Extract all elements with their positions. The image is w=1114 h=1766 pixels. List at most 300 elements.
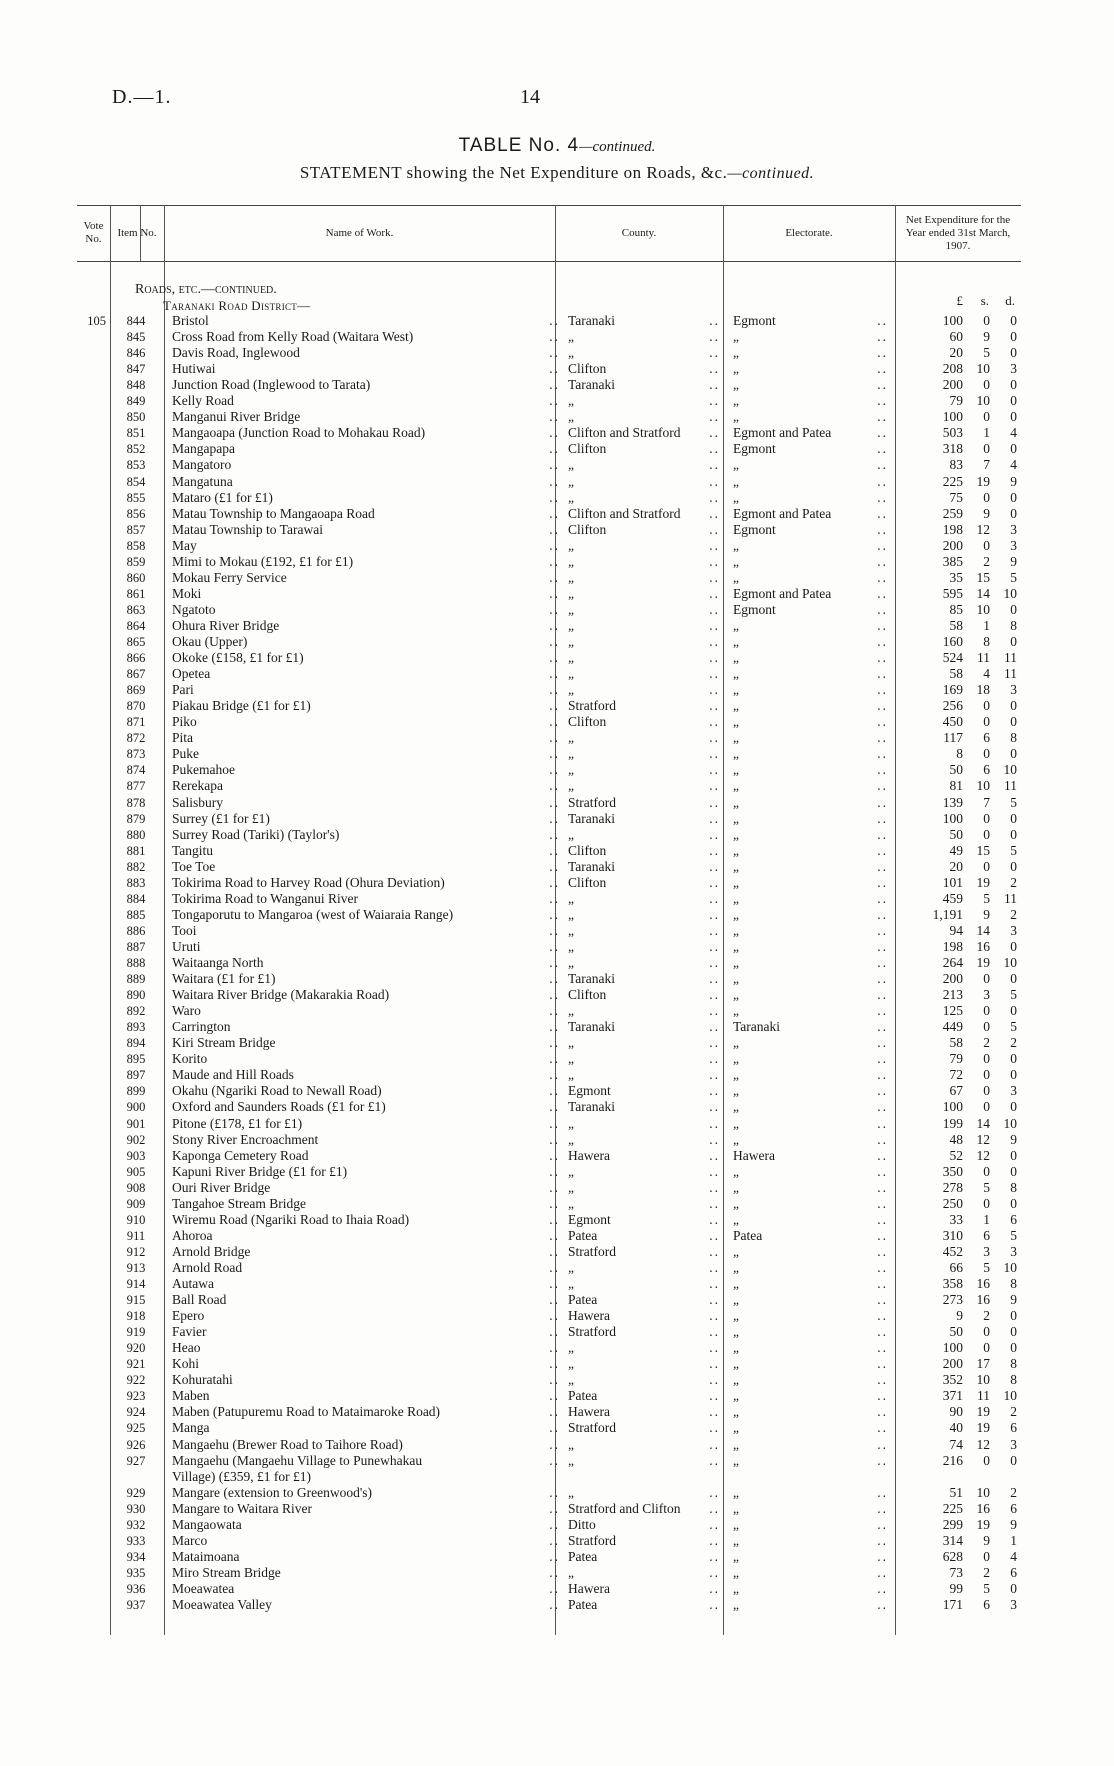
table-title (0, 135, 1114, 157)
expenditure-pounds: 79 (949, 393, 963, 409)
electorate-text: „ (733, 746, 739, 762)
leader-dots: .. (877, 1163, 888, 1179)
electorate-text: „ (733, 617, 739, 633)
electorate-text: „ (733, 569, 739, 585)
work-name-text: Pari (172, 682, 194, 698)
county-text: Hawera (568, 1404, 610, 1420)
work-name (172, 730, 560, 746)
expenditure-pence: 1 (1010, 1532, 1017, 1548)
electorate (733, 457, 888, 473)
leader-dots: .. (877, 409, 888, 425)
work-name-text: Waitaanga North (172, 955, 264, 970)
leader-dots: .. (877, 1516, 888, 1532)
leader-dots: .. (709, 585, 720, 601)
expenditure-pence: 0 (1010, 601, 1017, 617)
county (568, 474, 720, 490)
electorate-text: „ (733, 1099, 739, 1115)
item-number: 914 (126, 1277, 146, 1291)
table-row (0, 987, 1114, 1003)
expenditure-pounds: 628 (942, 1548, 963, 1564)
expenditure-shillings: 16 (976, 1292, 990, 1308)
expenditure-shillings: 19 (976, 955, 990, 970)
expenditure-pounds: 278 (942, 1179, 963, 1195)
leader-dots: .. (877, 634, 888, 649)
item-number: 852 (126, 442, 146, 457)
expenditure-pounds: 452 (942, 1243, 963, 1259)
work-name (172, 1597, 560, 1613)
item-number: 908 (126, 1180, 146, 1195)
table-row (0, 730, 1114, 746)
electorate (733, 778, 888, 794)
page-number: 14 (520, 86, 540, 108)
expenditure-shillings: 9 (983, 906, 990, 922)
expenditure-pence: 0 (1010, 971, 1017, 987)
electorate-text: „ (733, 1276, 739, 1291)
work-name-text: Hutiwai (172, 361, 216, 377)
county-text: Hawera (568, 1308, 610, 1324)
work-name (172, 313, 560, 329)
item-number: 910 (126, 1212, 146, 1227)
leader-dots: .. (877, 1003, 888, 1019)
leader-dots: .. (549, 569, 560, 585)
table-row (0, 827, 1114, 843)
electorate-text: „ (733, 393, 739, 409)
work-name-text: Cross Road from Kelly Road (Waitara West) (172, 329, 414, 345)
table-title-suffix: —continued. (579, 139, 656, 155)
county-text: „ (568, 955, 574, 970)
expenditure-shillings: 8 (983, 634, 990, 649)
table-row (0, 939, 1114, 955)
work-name-text: Epero (172, 1308, 205, 1324)
expenditure-pence: 3 (1010, 537, 1017, 553)
expenditure-pounds: 318 (942, 441, 963, 457)
electorate (733, 1099, 888, 1115)
leader-dots: .. (709, 521, 720, 537)
table-row (0, 1019, 1114, 1035)
electorate-text: „ (733, 842, 739, 858)
work-name-text: Heao (172, 1340, 201, 1356)
electorate-text: „ (733, 1484, 739, 1500)
county (568, 538, 720, 554)
county (568, 730, 720, 746)
table-row (0, 586, 1114, 602)
work-name (172, 827, 560, 843)
item-number: 929 (126, 1485, 146, 1500)
electorate-text: Hawera (733, 1147, 775, 1163)
leader-dots: .. (709, 1003, 720, 1019)
item-number: 851 (126, 426, 146, 441)
work-name-text: Stony River Encroachment (172, 1131, 319, 1147)
leader-dots: .. (877, 1340, 888, 1356)
expenditure-shillings: 7 (983, 457, 990, 473)
county (568, 1148, 720, 1164)
expenditure-shillings: 11 (977, 1388, 990, 1404)
expenditure-pounds: 51 (949, 1484, 963, 1500)
electorate (733, 1244, 888, 1260)
expenditure-shillings: 19 (976, 1420, 990, 1436)
electorate (733, 1019, 888, 1035)
leader-dots: .. (709, 1548, 720, 1564)
leader-dots: .. (549, 1083, 560, 1099)
expenditure-pounds: 213 (942, 987, 963, 1003)
electorate-text: „ (733, 1324, 739, 1340)
expenditure-pounds: 9 (956, 1308, 963, 1324)
leader-dots: .. (877, 393, 888, 409)
work-name (172, 971, 560, 987)
leader-dots: .. (549, 329, 560, 345)
electorate-text: „ (733, 1404, 739, 1420)
work-name (172, 1244, 560, 1260)
county (568, 1180, 720, 1196)
expenditure-shillings: 9 (983, 329, 990, 345)
expenditure-pence: 0 (1010, 1340, 1017, 1356)
work-name-text: Miro Stream Bridge (172, 1564, 281, 1580)
county-text: Patea (568, 1292, 598, 1308)
leader-dots: .. (709, 393, 720, 409)
county (568, 1228, 720, 1244)
expenditure-shillings: 0 (983, 1099, 990, 1115)
leader-dots: .. (877, 313, 888, 328)
work-name (172, 1035, 560, 1051)
leader-dots: .. (877, 1292, 888, 1308)
leader-dots: .. (549, 1436, 560, 1452)
county-text: „ (568, 826, 574, 842)
leader-dots: .. (877, 601, 888, 617)
expenditure-pence: 0 (1010, 489, 1017, 505)
work-name (172, 1533, 560, 1549)
work-name-text: Okahu (Ngariki Road to Newall Road) (172, 1083, 382, 1099)
county-text: „ (568, 1035, 574, 1051)
electorate-text: „ (733, 938, 739, 954)
electorate (733, 1003, 888, 1019)
work-name-text: Tokirima Road to Wanganui River (172, 890, 358, 906)
electorate-text: „ (733, 682, 739, 698)
electorate (733, 682, 888, 698)
work-name-text: Village) (£359, £1 for £1) (172, 1468, 312, 1484)
expenditure-pence: 8 (1010, 1372, 1017, 1388)
work-name-text: Maude and Hill Roads (172, 1067, 294, 1083)
expenditure-pence: 0 (1010, 826, 1017, 842)
electorate-text: „ (733, 1597, 739, 1612)
work-name (172, 762, 560, 778)
leader-dots: .. (549, 1308, 560, 1324)
county (568, 1565, 720, 1581)
item-number: 919 (126, 1325, 146, 1340)
item-number: 932 (126, 1517, 146, 1532)
expenditure-pounds: 450 (942, 714, 963, 730)
table-row (0, 1180, 1114, 1196)
county (568, 313, 720, 329)
county-text: Stratford (568, 1243, 616, 1259)
county (568, 1485, 720, 1501)
county-text: Taranaki (568, 858, 616, 874)
work-name-text: Salisbury (172, 794, 224, 810)
work-name (172, 1212, 560, 1228)
expenditure-shillings: 0 (983, 826, 990, 842)
item-number: 877 (126, 779, 146, 794)
leader-dots: .. (877, 1308, 888, 1324)
expenditure-shillings: 10 (976, 393, 990, 409)
county (568, 1501, 720, 1517)
expenditure-pence: 0 (1010, 409, 1017, 425)
work-name-text: Kapuni River Bridge (£1 for £1) (172, 1163, 348, 1179)
expenditure-pence: 0 (1010, 1147, 1017, 1163)
table-row (0, 843, 1114, 859)
table-row (0, 329, 1114, 345)
leader-dots: .. (549, 1211, 560, 1227)
leader-dots: .. (877, 746, 888, 762)
expenditure-pence: 0 (1010, 1163, 1017, 1179)
county-text: Hawera (568, 1580, 610, 1596)
county-text: Taranaki (568, 810, 616, 826)
leader-dots: .. (877, 585, 888, 601)
electorate (733, 666, 888, 682)
county (568, 1372, 720, 1388)
electorate (733, 1517, 888, 1533)
leader-dots: .. (709, 1580, 720, 1596)
leader-dots: .. (549, 1597, 560, 1612)
work-name-text: Marco (172, 1532, 208, 1548)
electorate (733, 1132, 888, 1148)
electorate (733, 843, 888, 859)
work-name (172, 1404, 560, 1420)
expenditure-shillings: 10 (976, 1484, 990, 1500)
pence-heading: d. (1005, 293, 1015, 308)
expenditure-pounds: 171 (942, 1597, 963, 1612)
leader-dots: .. (877, 955, 888, 970)
work-name-text: Tongaporutu to Mangaroa (west of Waiaraia Range) (172, 906, 454, 922)
expenditure-pounds: 99 (949, 1580, 963, 1596)
county (568, 698, 720, 714)
work-name (172, 345, 560, 361)
expenditure-shillings: 0 (983, 1003, 990, 1019)
electorate-text: „ (733, 553, 739, 569)
county (568, 490, 720, 506)
item-number: 900 (126, 1100, 146, 1115)
expenditure-shillings: 10 (976, 778, 990, 794)
electorate-text: „ (733, 1051, 739, 1067)
expenditure-pounds: 371 (942, 1388, 963, 1404)
county-text: „ (568, 666, 574, 682)
work-name-text: Mangare (extension to Greenwood's) (172, 1484, 372, 1500)
work-name-text: Mataimoana (172, 1548, 240, 1564)
electorate-text: „ (733, 922, 739, 938)
expenditure-pence: 2 (1010, 906, 1017, 922)
electorate (733, 746, 888, 762)
leader-dots: .. (549, 489, 560, 505)
expenditure-pence: 10 (1003, 762, 1017, 778)
work-name (172, 570, 560, 586)
expenditure-shillings: 0 (983, 489, 990, 505)
expenditure-pence: 3 (1010, 521, 1017, 537)
electorate (733, 1116, 888, 1132)
work-name (172, 939, 560, 955)
expenditure-shillings: 2 (983, 1308, 990, 1324)
work-name-text: Mangaehu (Brewer Road to Taihore Road) (172, 1436, 403, 1452)
electorate (733, 714, 888, 730)
expenditure-pounds: 314 (942, 1532, 963, 1548)
table-row (0, 538, 1114, 554)
item-number: 902 (126, 1132, 146, 1147)
leader-dots: .. (877, 842, 888, 858)
county (568, 361, 720, 377)
leader-dots: .. (549, 666, 560, 682)
leader-dots: .. (877, 441, 888, 457)
county (568, 714, 720, 730)
table-row (0, 361, 1114, 377)
county (568, 1340, 720, 1356)
leader-dots: .. (709, 1211, 720, 1227)
work-name (172, 666, 560, 682)
leader-dots: .. (549, 1067, 560, 1083)
work-name-text: Matau Township to Tarawai (172, 521, 323, 537)
electorate-text: „ (733, 714, 739, 730)
electorate-text: „ (733, 1292, 739, 1308)
expenditure-pence: 9 (1010, 473, 1017, 489)
header-vote: Vote No. (83, 220, 104, 245)
table-row (0, 1196, 1114, 1212)
expenditure-pounds: 50 (949, 762, 963, 778)
leader-dots: .. (709, 730, 720, 746)
expenditure-pence: 9 (1010, 1292, 1017, 1308)
leader-dots: .. (877, 473, 888, 489)
electorate-text: „ (733, 762, 739, 778)
expenditure-pence: 6 (1010, 1211, 1017, 1227)
county (568, 1003, 720, 1019)
work-name (172, 907, 560, 923)
electorate-text: „ (733, 1452, 739, 1468)
leader-dots: .. (709, 457, 720, 473)
county-text: „ (568, 1259, 574, 1275)
expenditure-shillings: 12 (976, 521, 990, 537)
electorate-text: „ (733, 650, 739, 666)
expenditure-pence: 10 (1003, 1388, 1017, 1404)
expenditure-pence: 3 (1010, 361, 1017, 377)
county (568, 1116, 720, 1132)
county-text: Patea (568, 1597, 598, 1612)
leader-dots: .. (549, 585, 560, 601)
table-row (0, 891, 1114, 907)
expenditure-shillings: 14 (976, 1115, 990, 1131)
leader-dots: .. (549, 361, 560, 377)
leader-dots: .. (549, 393, 560, 409)
expenditure-shillings: 10 (976, 1372, 990, 1388)
table-row (0, 457, 1114, 473)
electorate (733, 875, 888, 891)
work-name-text: Mataro (£1 for £1) (172, 489, 273, 505)
table-row (0, 1164, 1114, 1180)
electorate-text: „ (733, 794, 739, 810)
leader-dots: .. (877, 1500, 888, 1516)
electorate-text: „ (733, 987, 739, 1003)
electorate-text: „ (733, 634, 739, 649)
county (568, 923, 720, 939)
expenditure-pence: 0 (1010, 441, 1017, 457)
leader-dots: .. (877, 377, 888, 393)
leader-dots: .. (549, 1179, 560, 1195)
leader-dots: .. (549, 842, 560, 858)
electorate-text: Egmont and Patea (733, 505, 832, 521)
leader-dots: .. (549, 617, 560, 633)
county (568, 811, 720, 827)
item-number: 903 (126, 1148, 146, 1163)
item-number: 846 (126, 346, 146, 361)
work-name (172, 923, 560, 939)
county (568, 666, 720, 682)
expenditure-pounds: 1,191 (932, 906, 963, 922)
header-item: Item No. (117, 226, 157, 239)
table-row (0, 811, 1114, 827)
expenditure-pence: 10 (1003, 1115, 1017, 1131)
leader-dots: .. (549, 1500, 560, 1516)
leader-dots: .. (549, 473, 560, 489)
item-number: 913 (126, 1260, 146, 1275)
county-text: „ (568, 553, 574, 569)
table-row (0, 1276, 1114, 1292)
leader-dots: .. (877, 1564, 888, 1580)
county-text: „ (568, 778, 574, 794)
leader-dots: .. (709, 441, 720, 457)
expenditure-pence: 3 (1010, 1083, 1017, 1099)
work-name (172, 586, 560, 602)
item-number: 857 (126, 522, 146, 537)
leader-dots: .. (877, 1404, 888, 1420)
work-name (172, 1565, 560, 1581)
item-number: 845 (126, 330, 146, 345)
county-text: „ (568, 1115, 574, 1131)
leader-dots: .. (709, 1388, 720, 1404)
work-name (172, 1148, 560, 1164)
expenditure-pence: 10 (1003, 955, 1017, 970)
expenditure-pence: 0 (1010, 1003, 1017, 1019)
expenditure-pounds: 225 (942, 1500, 963, 1516)
work-name (172, 1228, 560, 1244)
table-row (0, 875, 1114, 891)
expenditure-pounds: 310 (942, 1227, 963, 1243)
expenditure-shillings: 1 (983, 617, 990, 633)
electorate (733, 907, 888, 923)
county-text: Taranaki (568, 1019, 616, 1035)
expenditure-shillings: 0 (983, 1163, 990, 1179)
expenditure-shillings: 0 (983, 714, 990, 730)
work-name-text: Carrington (172, 1019, 231, 1035)
expenditure-pence: 5 (1010, 569, 1017, 585)
work-name-text: Waitara (£1 for £1) (172, 971, 276, 987)
expenditure-pence: 5 (1010, 1019, 1017, 1035)
leader-dots: .. (549, 505, 560, 521)
expenditure-pounds: 216 (942, 1452, 963, 1468)
leader-dots: .. (549, 746, 560, 762)
electorate (733, 987, 888, 1003)
leader-dots: .. (549, 1276, 560, 1291)
leader-dots: .. (549, 762, 560, 778)
county-text: Clifton (568, 842, 607, 858)
leader-dots: .. (877, 938, 888, 954)
county (568, 971, 720, 987)
leader-dots: .. (549, 409, 560, 425)
expenditure-pounds: 503 (942, 425, 963, 441)
leader-dots: .. (709, 1019, 720, 1035)
leader-dots: .. (549, 457, 560, 473)
item-number: 911 (126, 1228, 146, 1243)
leader-dots: .. (877, 1179, 888, 1195)
county (568, 762, 720, 778)
work-name (172, 554, 560, 570)
county (568, 1099, 720, 1115)
county-text: „ (568, 746, 574, 762)
leader-dots: .. (709, 489, 720, 505)
leader-dots: .. (877, 778, 888, 794)
